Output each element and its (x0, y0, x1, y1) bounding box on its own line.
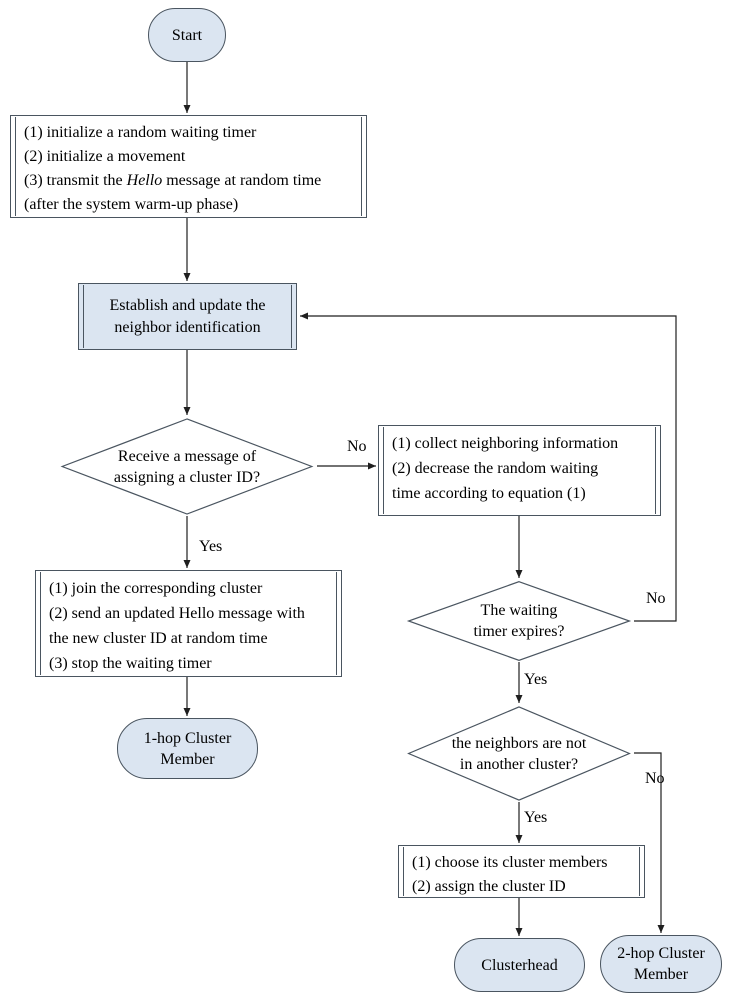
text-line: in another cluster? (459, 755, 579, 773)
text-line: (2) assign the cluster ID (412, 878, 566, 895)
text-line: neighbor identification (114, 318, 261, 336)
text-line: (3) stop the waiting timer (49, 655, 212, 672)
text-line: 1-hop Cluster (143, 729, 232, 747)
text-line: the new cluster ID at random time (49, 630, 268, 647)
text-line (24, 169, 358, 193)
neighbors-cluster-decision (404, 705, 634, 802)
text-segment: message at random time (162, 172, 322, 189)
text-line: (2) initialize a movement (24, 148, 186, 165)
clusterhead-label: Clusterhead (481, 956, 558, 974)
text-line: (2) send an updated Hello message with (49, 605, 305, 622)
two-hop-member-terminal (600, 935, 722, 993)
edge-label-neighbors-yes: Yes (524, 809, 548, 826)
establish-update-text (110, 295, 266, 339)
text-line: The waiting (480, 602, 558, 619)
choose-members-box (398, 845, 645, 898)
init-process-box (10, 115, 367, 218)
join-cluster-box (35, 570, 342, 677)
init-process-text (11, 116, 366, 217)
text-line: assigning a cluster ID? (113, 468, 261, 486)
text-line: Member (160, 750, 215, 768)
edge-label-timer-no: No (646, 590, 666, 607)
text-line: (1) collect neighboring information (392, 435, 619, 452)
receive-message-decision (57, 417, 317, 516)
text-line: (1) initialize a random waiting timer (24, 124, 257, 141)
text-line: the neighbors are not (451, 734, 587, 752)
one-hop-member-terminal (117, 718, 258, 779)
edge-label-timer-yes: Yes (524, 671, 548, 688)
text-line: (2) decrease the random waiting (392, 460, 599, 477)
text-line: Member (633, 966, 689, 983)
collect-info-box (378, 425, 661, 516)
text-line: 2-hop Cluster (617, 945, 705, 962)
edge-label-neighbors-no: No (645, 770, 665, 787)
start-terminal (148, 8, 226, 62)
text-line: Establish and update the (109, 296, 266, 314)
hello-italic: Hello (126, 172, 163, 189)
collect-info-text (379, 426, 660, 506)
text-line: (after the system warm-up phase) (24, 196, 239, 213)
join-cluster-text (36, 571, 341, 676)
waiting-timer-decision (404, 580, 634, 662)
text-line: timer expires? (473, 623, 565, 640)
neighbors-decision-text (452, 733, 587, 775)
waiting-timer-text (473, 600, 564, 642)
text-segment: (3) transmit the (24, 172, 127, 189)
edge-label-receive-yes: Yes (199, 538, 223, 555)
text-line: Receive a message of (117, 447, 257, 465)
receive-decision-text (114, 446, 260, 488)
text-line: (1) choose its cluster members (412, 854, 608, 871)
start-label: Start (171, 26, 203, 44)
establish-update-box (78, 283, 297, 350)
text-line: (1) join the corresponding cluster (49, 580, 263, 597)
clusterhead-terminal (454, 938, 585, 992)
edge-label-receive-no: No (347, 438, 367, 455)
choose-members-text (399, 846, 644, 899)
text-line: time according to equation (1) (392, 485, 586, 502)
